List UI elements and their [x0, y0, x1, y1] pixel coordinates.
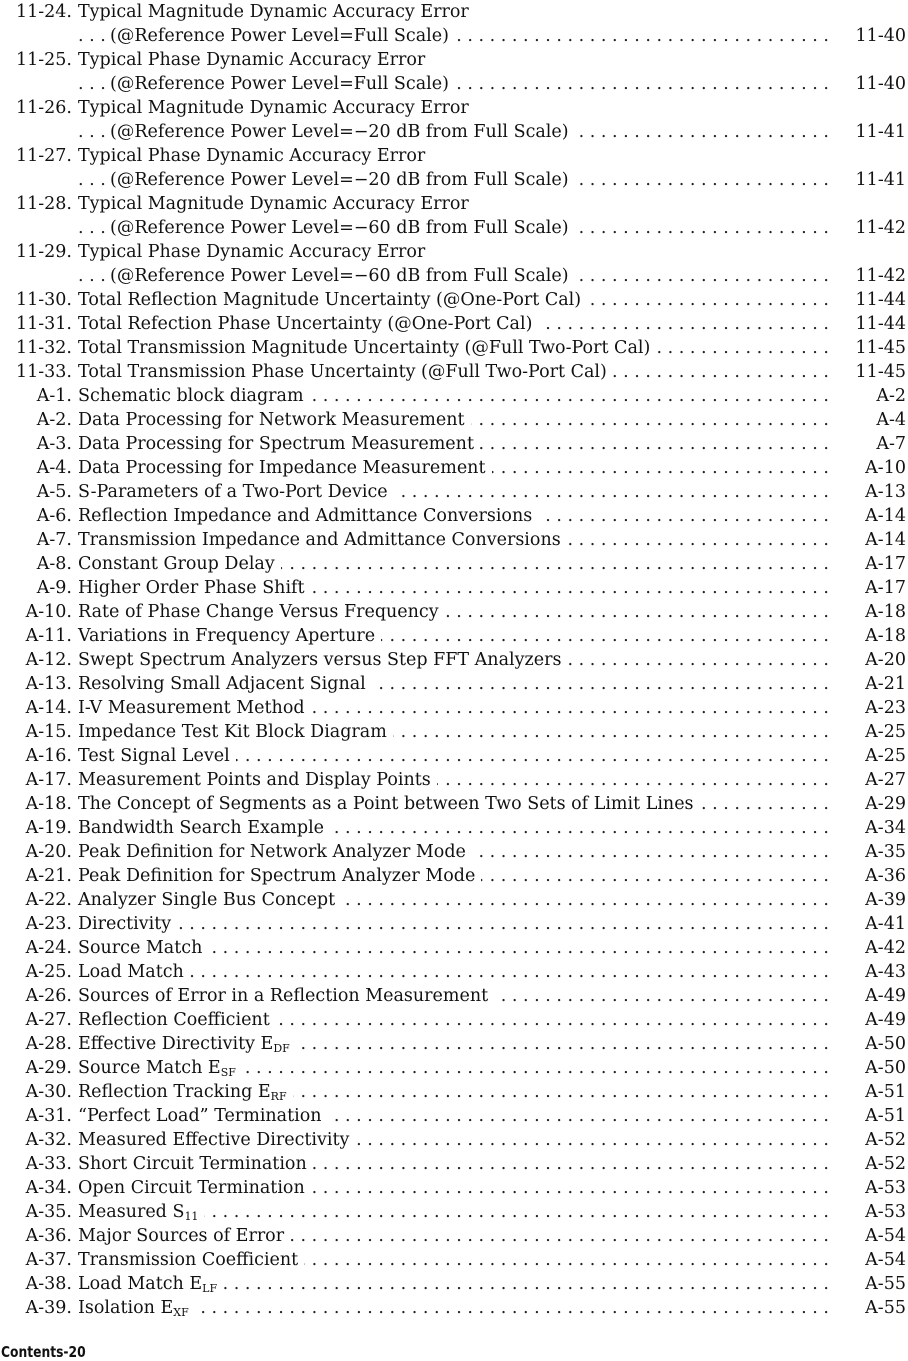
toc-entry[interactable]: [0, 264, 908, 288]
toc-entry-page-number: A-18: [865, 626, 906, 646]
toc-entry-page-number: A-49: [865, 1010, 906, 1030]
toc-entry-title: [78, 696, 311, 720]
toc-entry-title-text: Typical Magnitude Dynamic Accuracy Error: [78, 194, 469, 214]
toc-entry[interactable]: [0, 768, 908, 792]
toc-entry-number: A-17.: [25, 770, 72, 790]
toc-entry[interactable]: [0, 24, 908, 48]
toc-entry-title-text: Directivity: [78, 914, 172, 934]
toc-entry-title-text: Data Processing for Network Measurement: [78, 410, 465, 430]
toc-entry-number: A-32.: [25, 1130, 72, 1150]
toc-entry-title-text: Reflection Tracking E: [78, 1082, 271, 1102]
toc-entry-page-number: A-43: [865, 962, 906, 982]
toc-entry-number: A-19.: [25, 818, 72, 838]
toc-entry-number: A-33.: [25, 1154, 72, 1174]
toc-entry-title-text: Measured S: [78, 1202, 185, 1222]
toc-entry[interactable]: [0, 744, 908, 768]
toc-entry-title-text: I-V Measurement Method: [78, 698, 305, 718]
toc-entry[interactable]: [0, 1224, 908, 1248]
toc-entry[interactable]: [0, 288, 908, 312]
toc-entry-title: [78, 240, 431, 264]
toc-entry[interactable]: [0, 432, 908, 456]
toc-entry-number: A-10.: [25, 602, 72, 622]
toc-entry-title-text: Load Match: [78, 962, 184, 982]
toc-entry-page-number: A-13: [865, 482, 906, 502]
toc-entry[interactable]: [0, 384, 908, 408]
toc-entry-number: A-4.: [36, 458, 72, 478]
toc-entry-title-text: (@Reference Power Level=−20 dB from Full Scale): [110, 122, 569, 142]
toc-entry-title-text: (@Reference Power Level=−60 dB from Full Scale): [110, 218, 569, 238]
toc-entry-page-number: 11-44: [855, 290, 906, 310]
toc-entry-title: [78, 840, 472, 864]
toc-entry-title: [78, 1296, 195, 1320]
toc-entry[interactable]: [0, 1176, 908, 1200]
toc-entry-title: [78, 384, 310, 408]
toc-entry-title-text: Schematic block diagram: [78, 386, 304, 406]
toc-entry-number: A-29.: [25, 1058, 72, 1078]
toc-entry-title: [78, 1272, 223, 1296]
toc-entry[interactable]: [0, 1080, 908, 1104]
toc-entry-title-text: Total Reflection Magnitude Uncertainty (@One-Port Cal): [78, 290, 582, 310]
toc-entry-title-text: Measured Effective Directivity: [78, 1130, 350, 1150]
toc-entry-title-text: (@Reference Power Level=Full Scale): [110, 26, 449, 46]
toc-entry-page-number: A-50: [865, 1058, 906, 1078]
toc-entry-title-text: Load Match E: [78, 1274, 203, 1294]
toc-entry[interactable]: [0, 96, 908, 120]
toc-entry-title-text: (@Reference Power Level=Full Scale): [110, 74, 449, 94]
toc-entry-title-text: Short Circuit Termination: [78, 1154, 307, 1174]
toc-entry-number: 11-32.: [15, 338, 72, 358]
toc-entry-title: [78, 1248, 304, 1272]
toc-entry-subscript: DF: [273, 1042, 290, 1055]
toc-entry-page-number: 11-45: [855, 338, 906, 358]
toc-entry-number: A-28.: [25, 1034, 72, 1054]
toc-entry-page-number: A-10: [865, 458, 906, 478]
toc-entry-title: [78, 1008, 276, 1032]
toc-entry-title: [110, 168, 575, 192]
toc-entry-title: [78, 600, 445, 624]
toc-entry-number: A-6.: [36, 506, 72, 526]
toc-entry-page-number: A-50: [865, 1034, 906, 1054]
toc-entry-title-text: Reflection Coefficient: [78, 1010, 270, 1030]
toc-entry-title: [78, 144, 431, 168]
toc-entry-title: [110, 216, 575, 240]
toc-entry[interactable]: [0, 1248, 908, 1272]
toc-entry-page-number: A-36: [865, 866, 906, 886]
toc-entry-title-text: (@Reference Power Level=−60 dB from Full Scale): [110, 266, 569, 286]
toc-entry[interactable]: [0, 840, 908, 864]
toc-entry-page-number: 11-40: [855, 74, 906, 94]
toc-entry-page-number: 11-41: [855, 122, 906, 142]
toc-entry-title-text: Major Sources of Error: [78, 1226, 285, 1246]
toc-entry-number: A-1.: [36, 386, 72, 406]
toc-entry-page-number: A-52: [865, 1130, 906, 1150]
toc-entry[interactable]: [0, 1272, 908, 1296]
page-footer: Contents-20: [1, 1343, 86, 1361]
toc-entry[interactable]: [0, 1200, 908, 1224]
toc-entry-title: [78, 912, 177, 936]
toc-entry-number: A-34.: [25, 1178, 72, 1198]
toc-entry[interactable]: [0, 0, 908, 24]
toc-entry[interactable]: [0, 336, 908, 360]
toc-entry-page-number: A-21: [865, 674, 906, 694]
toc-entry-title: [78, 552, 281, 576]
toc-entry-title: [78, 864, 481, 888]
toc-entry-number: A-38.: [25, 1274, 72, 1294]
toc-entry[interactable]: [0, 48, 908, 72]
toc-entry-title-text: Transmission Impedance and Admittance Conversions: [78, 530, 561, 550]
toc-entry-title-text: Isolation E: [78, 1298, 174, 1318]
toc-entry[interactable]: [0, 1008, 908, 1032]
toc-entry-title: [78, 0, 475, 24]
toc-entry-title: [78, 960, 190, 984]
toc-entry[interactable]: [0, 1296, 908, 1320]
toc-entry-title: [78, 432, 480, 456]
toc-entry-number: A-8.: [36, 554, 72, 574]
toc-entry-number: 11-24.: [15, 2, 72, 22]
toc-entry-title: [78, 1104, 328, 1128]
toc-entry-subscript: RF: [270, 1090, 287, 1103]
toc-entry-page-number: A-25: [865, 722, 906, 742]
toc-entry-number: A-30.: [25, 1082, 72, 1102]
toc-entry-title: [78, 48, 431, 72]
toc-entry-subscript: SF: [220, 1066, 236, 1079]
toc-entry-title: [78, 1128, 355, 1152]
toc-entry-number: 11-31.: [15, 314, 72, 334]
toc-entry-title: [78, 888, 341, 912]
toc-entry-number: 11-26.: [15, 98, 72, 118]
toc-entry[interactable]: [0, 456, 908, 480]
toc-entry-title: [78, 504, 538, 528]
toc-entry-title-text: Reflection Impedance and Admittance Conversions: [78, 506, 533, 526]
toc-entry-page-number: A-7: [876, 434, 906, 454]
toc-entry-title-text: Constant Group Delay: [78, 554, 275, 574]
toc-entry-title: [78, 1224, 290, 1248]
toc-entry-title-text: Typical Phase Dynamic Accuracy Error: [78, 50, 426, 70]
toc-entry-title-text: Test Signal Level: [78, 746, 230, 766]
toc-entry-title: [78, 312, 538, 336]
toc-entry-page-number: A-55: [865, 1298, 906, 1318]
toc-entry-number: 11-29.: [15, 242, 72, 262]
toc-entry-page-number: 11-40: [855, 26, 906, 46]
toc-entry-number: A-16.: [25, 746, 72, 766]
toc-entry-page-number: A-41: [865, 914, 906, 934]
toc-entry-page-number: A-35: [865, 842, 906, 862]
toc-entry-page-number: A-17: [865, 554, 906, 574]
toc-entry-page-number: A-14: [865, 530, 906, 550]
toc-entry-title: [78, 456, 492, 480]
toc-entry[interactable]: [0, 192, 908, 216]
toc-entry-title: [110, 120, 575, 144]
toc-entry-number: A-31.: [25, 1106, 72, 1126]
toc-entry-title-text: The Concept of Segments as a Point between Two Sets of Limit Lines: [78, 794, 694, 814]
toc-entry-title: [78, 720, 393, 744]
toc-entry[interactable]: [0, 168, 908, 192]
toc-entry-number: A-22.: [25, 890, 72, 910]
toc-entry-page-number: 11-41: [855, 170, 906, 190]
toc-entry-page-number: A-53: [865, 1178, 906, 1198]
toc-entry-title: [78, 192, 475, 216]
toc-entry-number: A-14.: [25, 698, 72, 718]
toc-entry-title: [78, 528, 567, 552]
toc-entry[interactable]: [0, 600, 908, 624]
toc-entry-title-text: Typical Phase Dynamic Accuracy Error: [78, 146, 426, 166]
toc-entry-title: [78, 648, 567, 672]
toc-entry-title: [78, 984, 494, 1008]
toc-entry-title-text: Transmission Coefficient: [78, 1250, 299, 1270]
toc-entry-title-text: Variations in Frequency Aperture: [78, 626, 376, 646]
toc-entry[interactable]: [0, 624, 908, 648]
toc-entry-title-text: Data Processing for Impedance Measurement: [78, 458, 486, 478]
toc-entry-subscript: LF: [202, 1282, 218, 1295]
toc-entry-title: [78, 1200, 204, 1224]
toc-entry-title-text: Measurement Points and Display Points: [78, 770, 431, 790]
toc-entry-number: A-37.: [25, 1250, 72, 1270]
toc-entry-number: A-18.: [25, 794, 72, 814]
toc-entry-page-number: A-51: [865, 1082, 906, 1102]
toc-entry-title-text: Typical Magnitude Dynamic Accuracy Error: [78, 2, 469, 22]
toc-entry[interactable]: [0, 648, 908, 672]
toc-entry-page-number: A-55: [865, 1274, 906, 1294]
toc-entry-page-number: A-18: [865, 602, 906, 622]
toc-entry-title: [78, 480, 394, 504]
toc-entry[interactable]: [0, 672, 908, 696]
toc-entry-title-text: Open Circuit Termination: [78, 1178, 305, 1198]
toc-entry-number: 11-27.: [15, 146, 72, 166]
toc-entry-number: A-12.: [25, 650, 72, 670]
toc-entry[interactable]: [0, 720, 908, 744]
toc-entry-title: [78, 336, 656, 360]
toc-entry-number: A-9.: [36, 578, 72, 598]
toc-entry-number: A-24.: [25, 938, 72, 958]
toc-entry[interactable]: [0, 528, 908, 552]
toc-entry-number: A-25.: [25, 962, 72, 982]
toc-entry-title-text: Bandwidth Search Example: [78, 818, 325, 838]
toc-entry[interactable]: [0, 576, 908, 600]
toc-entry-title: [110, 264, 575, 288]
toc-entry-number: A-15.: [25, 722, 72, 742]
toc-entry-number: A-26.: [25, 986, 72, 1006]
toc-entry-number: A-36.: [25, 1226, 72, 1246]
toc-entry-number: A-2.: [36, 410, 72, 430]
toc-entry-title-text: Typical Phase Dynamic Accuracy Error: [78, 242, 426, 262]
toc-entry-title: [78, 936, 208, 960]
toc-entry-page-number: A-17: [865, 578, 906, 598]
toc-entry-page-number: A-14: [865, 506, 906, 526]
toc-entry[interactable]: [0, 240, 908, 264]
toc-entry-number: A-39.: [25, 1298, 72, 1318]
toc-entry[interactable]: [0, 1152, 908, 1176]
toc-entry[interactable]: [0, 1104, 908, 1128]
toc-entry[interactable]: [0, 72, 908, 96]
toc-entry[interactable]: [0, 912, 908, 936]
toc-entry-title: [78, 576, 311, 600]
toc-entry-title-text: “Perfect Load” Termination: [78, 1106, 322, 1126]
toc-entry[interactable]: [0, 1056, 908, 1080]
toc-entry-page-number: A-23: [865, 698, 906, 718]
toc-entry[interactable]: [0, 480, 908, 504]
toc-entry-number: A-27.: [25, 1010, 72, 1030]
toc-entry[interactable]: [0, 936, 908, 960]
toc-entry[interactable]: [0, 1032, 908, 1056]
toc-entry-title: [78, 360, 613, 384]
toc-entry[interactable]: [0, 792, 908, 816]
toc-entry-page-number: A-54: [865, 1226, 906, 1246]
toc-entry-title-text: (@Reference Power Level=−20 dB from Full Scale): [110, 170, 569, 190]
toc-entry-title-text: Rate of Phase Change Versus Frequency: [78, 602, 439, 622]
toc-entry-title-text: Analyzer Single Bus Concept: [78, 890, 336, 910]
toc-entry[interactable]: [0, 984, 908, 1008]
toc-entry-page-number: A-27: [865, 770, 906, 790]
toc-entry-page-number: 11-42: [855, 218, 906, 238]
toc-entry-subscript: 11: [184, 1210, 199, 1223]
toc-entry-title: [110, 24, 455, 48]
toc-entry-title: [78, 768, 437, 792]
toc-entry[interactable]: [0, 144, 908, 168]
toc-entry-number: 11-30.: [15, 290, 72, 310]
toc-entry-page-number: A-39: [865, 890, 906, 910]
toc-entry[interactable]: [0, 120, 908, 144]
toc-entry-title-text: Peak Definition for Network Analyzer Mode: [78, 842, 466, 862]
toc-entry-subscript: XF: [173, 1306, 189, 1319]
toc-entry-title: [78, 96, 475, 120]
toc-entry[interactable]: [0, 696, 908, 720]
toc-entry-title-text: Higher Order Phase Shift: [78, 578, 305, 598]
toc-entry-page-number: A-53: [865, 1202, 906, 1222]
toc-entry[interactable]: [0, 816, 908, 840]
toc-entry-title-text: Data Processing for Spectrum Measurement: [78, 434, 474, 454]
toc-entry-title-text: Typical Magnitude Dynamic Accuracy Error: [78, 98, 469, 118]
toc-entry-title: [78, 744, 236, 768]
toc-entry-page-number: A-2: [876, 386, 906, 406]
toc-entry-page-number: A-49: [865, 986, 906, 1006]
toc-entry-page-number: A-4: [876, 410, 906, 430]
toc-entry-title-text: Source Match: [78, 938, 203, 958]
dot-leader: [78, 912, 836, 936]
toc-entry[interactable]: [0, 864, 908, 888]
toc-entry-number: A-21.: [25, 866, 72, 886]
toc-entry-title: [78, 1056, 242, 1080]
toc-entry-number: A-35.: [25, 1202, 72, 1222]
toc-entry-title-text: Sources of Error in a Reflection Measurement: [78, 986, 489, 1006]
toc-entry-title-text: Impedance Test Kit Block Diagram: [78, 722, 387, 742]
toc-entry[interactable]: [0, 1128, 908, 1152]
toc-entry-number: 11-28.: [15, 194, 72, 214]
toc-entry-title: [78, 624, 381, 648]
toc-entry-page-number: A-42: [865, 938, 906, 958]
toc-entry-title: [78, 672, 372, 696]
toc-entry-title-text: Effective Directivity E: [78, 1034, 274, 1054]
toc-entry[interactable]: [0, 960, 908, 984]
toc-entry-page-number: 11-44: [855, 314, 906, 334]
toc-entry-page-number: A-20: [865, 650, 906, 670]
toc-entry-title: [78, 1152, 313, 1176]
toc-entry-title: [78, 408, 471, 432]
toc-entry-page-number: A-34: [865, 818, 906, 838]
toc-entry-title: [78, 1032, 296, 1056]
toc-entry-page-number: A-52: [865, 1154, 906, 1174]
toc-entry-number: A-3.: [36, 434, 72, 454]
toc-entry-page-number: 11-45: [855, 362, 906, 382]
toc-entry-title-text: Total Transmission Phase Uncertainty (@Full Two-Port Cal): [78, 362, 607, 382]
toc-entry-number: A-11.: [25, 626, 72, 646]
toc-entry-title: [78, 816, 330, 840]
toc-entry-title-text: Resolving Small Adjacent Signal: [78, 674, 366, 694]
toc-entry-number: 11-25.: [15, 50, 72, 70]
toc-entry-title: [78, 288, 587, 312]
toc-entry[interactable]: [0, 552, 908, 576]
toc-entry-title: [78, 1176, 311, 1200]
toc-entry-title-text: Total Transmission Magnitude Uncertainty (@Full Two-Port Cal): [78, 338, 651, 358]
toc-entry[interactable]: [0, 360, 908, 384]
toc-entry-title: [78, 792, 700, 816]
toc-entry[interactable]: [0, 408, 908, 432]
toc-entry[interactable]: [0, 504, 908, 528]
toc-entry-number: A-5.: [36, 482, 72, 502]
toc-entry-title: [78, 1080, 293, 1104]
toc-entry-number: A-20.: [25, 842, 72, 862]
toc-entry-page-number: A-29: [865, 794, 906, 814]
toc-entry-title-text: Swept Spectrum Analyzers versus Step FFT Analyzers: [78, 650, 562, 670]
toc-entry-title-text: Source Match E: [78, 1058, 221, 1078]
toc-entry-number: A-23.: [25, 914, 72, 934]
toc-entry-number: A-13.: [25, 674, 72, 694]
toc-entry-title-text: Peak Definition for Spectrum Analyzer Mode: [78, 866, 476, 886]
toc-entry-page-number: A-25: [865, 746, 906, 766]
toc-entry-page-number: 11-42: [855, 266, 906, 286]
toc-entry-title-text: S-Parameters of a Two-Port Device: [78, 482, 388, 502]
toc-entry[interactable]: [0, 312, 908, 336]
toc-entry-page-number: A-51: [865, 1106, 906, 1126]
toc-entry-number: 11-33.: [15, 362, 72, 382]
toc-entry[interactable]: [0, 216, 908, 240]
dot-leader: [78, 960, 836, 984]
toc-entry[interactable]: [0, 888, 908, 912]
toc-entry-page-number: A-54: [865, 1250, 906, 1270]
toc-entry-number: A-7.: [36, 530, 72, 550]
toc-entry-title: [110, 72, 455, 96]
toc-entry-title-text: Total Refection Phase Uncertainty (@One-Port Cal): [78, 314, 533, 334]
